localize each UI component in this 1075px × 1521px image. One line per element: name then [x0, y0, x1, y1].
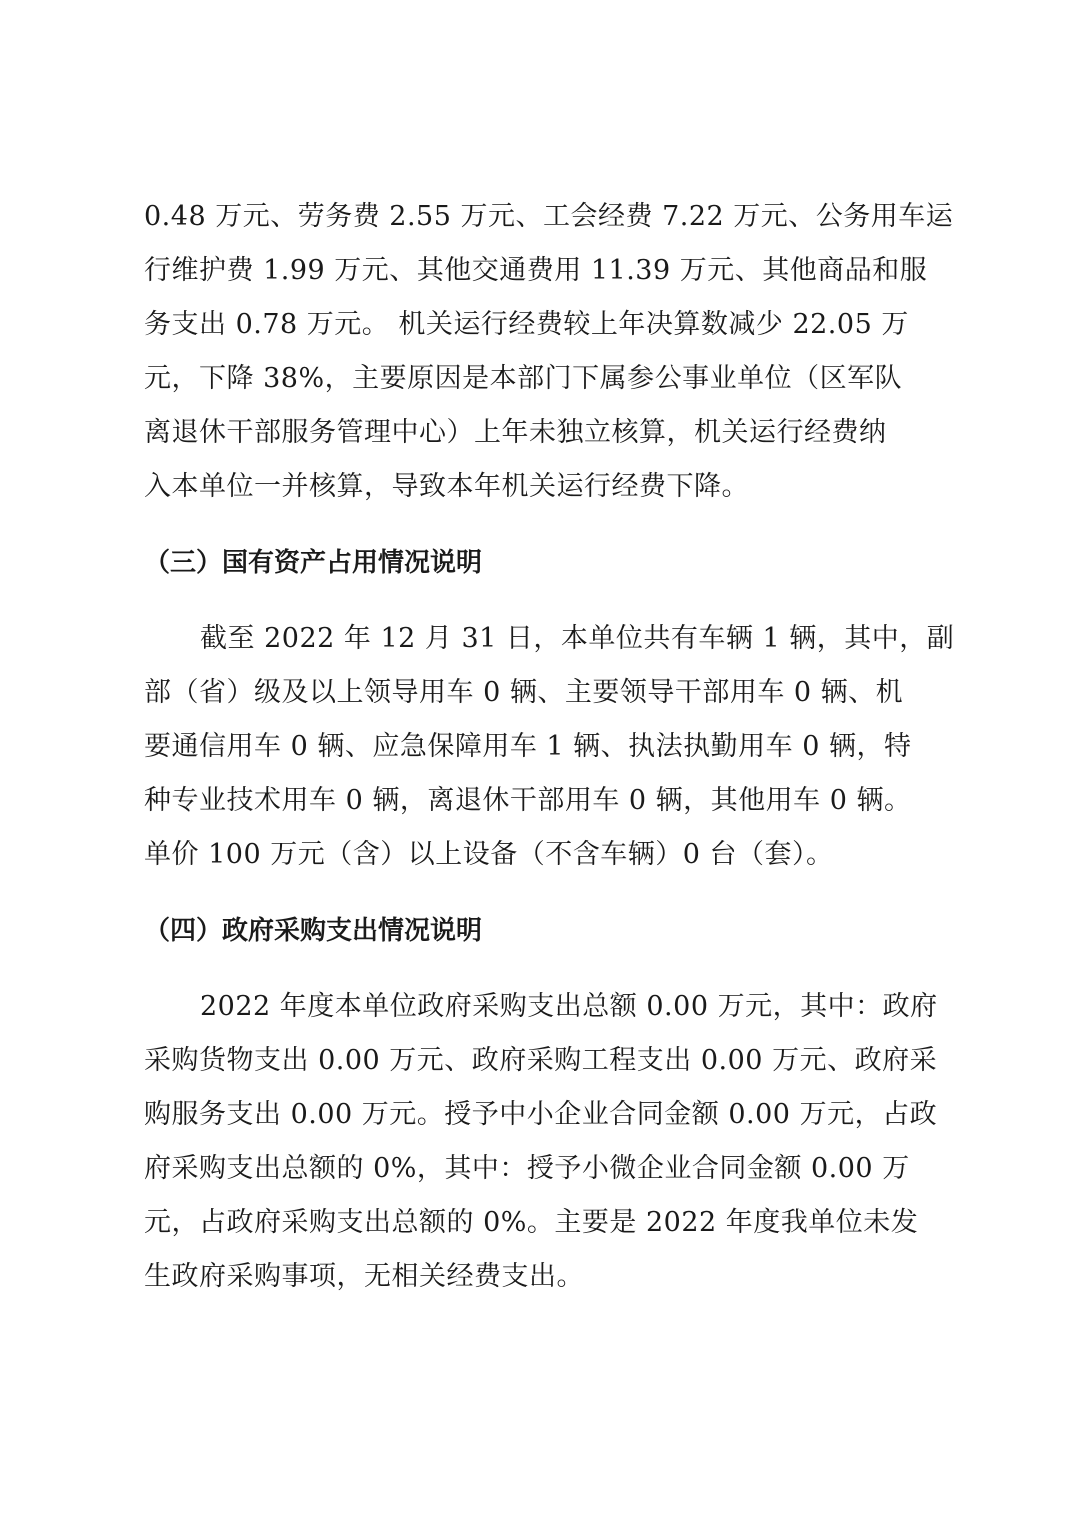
text-line: 府采购支出总额的 0%，其中：授予小微企业合同金额 0.00 万: [144, 1153, 910, 1184]
text-line: 2022 年度本单位政府采购支出总额 0.00 万元，其中：政府: [200, 991, 938, 1022]
text-line: 要通信用车 0 辆、应急保障用车 1 辆、执法执勤用车 0 辆，特: [144, 731, 912, 762]
section-heading-state-assets: （三）国有资产占用情况说明: [144, 548, 483, 578]
document-body: [144, 190, 955, 1304]
text-line: 截至 2022 年 12 月 31 日，本单位共有车辆 1 辆，其中，副: [200, 623, 955, 654]
text-line: 部（省）级及以上领导用车 0 辆、主要领导干部用车 0 辆、机: [144, 677, 904, 708]
text-line: 单价 100 万元（含）以上设备（不含车辆）0 台（套）。: [144, 839, 834, 870]
text-line: 元，占政府采购支出总额的 0%。主要是 2022 年度我单位未发: [144, 1207, 919, 1238]
text-line: 入本单位一并核算，导致本年机关运行经费下降。: [144, 471, 749, 502]
text-line: 离退休干部服务管理中心）上年未独立核算，机关运行经费纳: [144, 417, 887, 448]
text-line: 务支出 0.78 万元。 机关运行经费较上年决算数减少 22.05 万: [144, 309, 909, 340]
text-line: 生政府采购事项，无相关经费支出。: [144, 1261, 584, 1292]
paragraph-state-assets: [144, 612, 955, 882]
section-heading-government-procurement: （四）政府采购支出情况说明: [144, 916, 483, 946]
paragraph-government-procurement: [144, 980, 938, 1304]
paragraph-operating-expenses: [144, 190, 954, 514]
text-line: 购服务支出 0.00 万元。授予中小企业合同金额 0.00 万元，占政: [144, 1099, 938, 1130]
text-line: 采购货物支出 0.00 万元、政府采购工程支出 0.00 万元、政府采: [144, 1045, 938, 1076]
text-line: 种专业技术用车 0 辆，离退休干部用车 0 辆，其他用车 0 辆。: [144, 785, 912, 816]
text-line: 0.48 万元、劳务费 2.55 万元、工会经费 7.22 万元、公务用车运: [144, 201, 954, 232]
text-line: 行维护费 1.99 万元、其他交通费用 11.39 万元、其他商品和服: [144, 255, 928, 286]
text-line: 元，下降 38%，主要原因是本部门下属参公事业单位（区军队: [144, 363, 903, 394]
